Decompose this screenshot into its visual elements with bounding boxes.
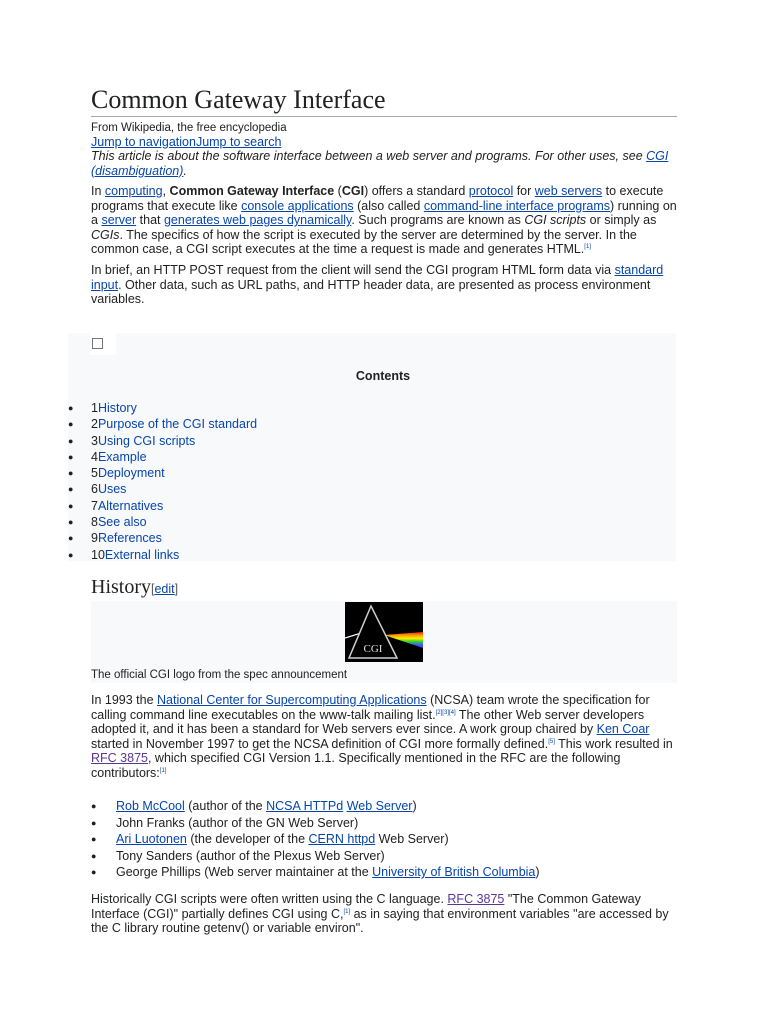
contributors-list (91, 799, 540, 882)
bullet-icon: ● (68, 549, 74, 560)
history-paragraph-2 (91, 886, 677, 936)
history-p1 (91, 693, 677, 781)
page-title: Common Gateway Interface (91, 84, 677, 117)
reference-5-link[interactable]: [5] (548, 738, 555, 745)
toc-link[interactable] (91, 482, 126, 496)
text: ) running on a (91, 198, 677, 228)
term-abbr: CGI (341, 184, 365, 198)
bullet-icon: ● (68, 517, 74, 528)
toc-label: History (97, 401, 137, 415)
list-item (91, 865, 540, 882)
toc-label: References (97, 531, 162, 546)
hatnote-end: . (183, 163, 187, 178)
text: to execute programs that execute like (91, 184, 664, 213)
bullet-icon: ● (68, 451, 74, 462)
toc-number: 8 (91, 515, 98, 530)
history-p2 (91, 892, 677, 936)
text: started in November 1997 to get the NCSA definition of CGI more formally defined. (91, 736, 549, 751)
bracket: ] (174, 582, 179, 596)
bullet-icon: ● (91, 850, 97, 861)
text: for (513, 184, 535, 198)
intro-paragraph-2 (91, 263, 677, 307)
cgi-logo-image[interactable] (345, 602, 423, 662)
rob-mccool-link[interactable]: Rob McCool (116, 799, 185, 813)
reference-1-link[interactable]: [1] (159, 767, 167, 774)
text: . Such programs are known as (351, 213, 525, 228)
dynamic-web-page-link[interactable]: generates web pages dynamically (163, 213, 352, 228)
toc-link[interactable] (91, 499, 163, 513)
figure-cgi-logo (91, 601, 677, 683)
text: , (162, 184, 170, 198)
logo-text: CGI (363, 643, 383, 655)
history-paragraph-1 (91, 693, 677, 781)
toc-label: Example (97, 449, 147, 464)
toc-link[interactable] (91, 515, 147, 529)
text: Tony Sanders (author of the Plexus Web Server) (116, 848, 385, 863)
ncsa-httpd-link[interactable]: NCSA HTTPd (266, 799, 344, 813)
toc-number: 3 (91, 433, 98, 448)
toc-label: Alternatives (97, 498, 164, 513)
hatnote-text: This article is about the software interface between a web server and programs. For other uses, see (91, 149, 647, 163)
toc-link[interactable] (91, 466, 165, 480)
reference-1-link[interactable]: [1] (584, 244, 591, 251)
standard-input-link[interactable]: standard input (91, 262, 664, 292)
text: In 1993 the (91, 693, 158, 707)
toc-item (68, 416, 257, 432)
edit-section (151, 582, 178, 596)
list-item (91, 799, 540, 816)
text: ) (412, 799, 417, 813)
toc-toggle-checkbox[interactable] (92, 338, 103, 349)
web-server-link[interactable]: Web Server (346, 799, 413, 813)
bullet-icon: ● (68, 533, 74, 544)
term-italic: CGI scripts (524, 213, 587, 228)
term-name: Common Gateway Interface (169, 184, 335, 198)
toc-item (68, 498, 257, 514)
jump-to-navigation-link[interactable]: Jump to navigation (91, 135, 196, 149)
toc-item (68, 400, 257, 416)
toc-item (68, 465, 257, 481)
text: (NCSA) team wrote the specification for calling command line executables on the www-talk mailing list. (91, 693, 650, 722)
text: ( (334, 184, 342, 198)
toc-link[interactable] (91, 548, 179, 562)
toc-number: 1 (91, 401, 98, 415)
term-italic: CGIs (91, 227, 120, 242)
toc-item (68, 481, 257, 497)
toc-number: 9 (91, 531, 98, 546)
toc-link[interactable] (91, 417, 257, 431)
toc-number: 10 (91, 547, 105, 562)
toc-label: See also (97, 515, 147, 530)
text: (also called (353, 198, 424, 213)
jump-to-search-link[interactable]: Jump to search (195, 135, 282, 149)
reference-2-4-link[interactable]: [2][3][4] (435, 709, 456, 716)
bullet-icon: ● (91, 817, 97, 828)
text: John Franks (author of the GN Web Server) (116, 815, 359, 830)
hatnote (91, 149, 677, 178)
bullet-icon: ● (68, 419, 74, 430)
bullet-icon: ● (68, 484, 74, 495)
toc-link[interactable] (91, 434, 195, 448)
reference-mark (436, 709, 456, 715)
toc-number: 7 (91, 498, 98, 513)
jump-links (91, 135, 677, 149)
text: (the developer of the (186, 832, 309, 846)
command-line-interface-link[interactable]: command-line interface programs (423, 198, 611, 213)
toc-label: Deployment (97, 466, 165, 481)
bullet-icon: ● (68, 500, 74, 511)
disambiguation-link[interactable]: CGI (disambiguation) (91, 149, 669, 178)
toc-number: 6 (91, 482, 98, 497)
toc-title: Contents (355, 369, 411, 383)
toc-number: 2 (91, 417, 98, 432)
bracket: [ (151, 582, 155, 596)
toc-number: 5 (91, 466, 98, 481)
section-title: History (91, 576, 151, 598)
article-header (91, 84, 677, 307)
text: Web Server) (375, 832, 449, 846)
prism-logo-icon (345, 602, 423, 662)
bullet-icon: ● (68, 468, 74, 479)
bullet-icon: ● (91, 834, 97, 844)
text: (author of the (184, 799, 267, 813)
edit-section-link[interactable]: edit (154, 582, 175, 596)
list-item (91, 816, 540, 833)
toc-label: Purpose of the CGI standard (97, 417, 258, 432)
text: In brief, an HTTP POST request from the client will send the CGI program HTML form data via (91, 262, 615, 277)
toc-label: External links (104, 547, 180, 562)
ari-luotonen-link[interactable]: Ari Luotonen (116, 832, 187, 846)
table-of-contents (68, 333, 676, 561)
bullet-icon: ● (68, 435, 74, 446)
console-applications-link[interactable]: console applications (241, 198, 354, 213)
text: ) (535, 865, 540, 879)
list-item (91, 832, 540, 849)
reference-mark (548, 739, 555, 745)
text: that (136, 213, 164, 228)
figure-caption: The official CGI logo from the spec announcement (91, 669, 348, 681)
toc-number: 4 (91, 449, 98, 464)
text: . The specifics of how the script is executed by the server are determined by the server. In the common case, a CGI script executes at the time a request is made and generates HTML. (91, 227, 637, 257)
ubc-link[interactable]: University of British Columbia (372, 865, 536, 879)
text: The other Web server developers adopted it, and it has been a standard for Web servers ever since. A work group chaired by (91, 707, 645, 737)
toc-item (68, 449, 257, 465)
toc-link[interactable] (91, 450, 147, 464)
web-servers-link[interactable]: web servers (534, 184, 603, 198)
toc-link[interactable] (91, 531, 162, 545)
text: In (91, 184, 105, 198)
text: , which specified CGI Version 1.1. Specifically mentioned in the RFC are the following contributors: (91, 751, 621, 780)
cern-httpd-link[interactable]: CERN httpd (308, 832, 376, 846)
protocol-link[interactable]: protocol (468, 184, 514, 198)
ken-coar-link[interactable]: Ken Coar (596, 722, 650, 737)
bullet-icon: ● (91, 801, 97, 811)
toc-item (68, 547, 257, 563)
toc-item (68, 530, 257, 546)
server-link[interactable]: server (101, 213, 137, 228)
tagline: From Wikipedia, the free encyclopedia (91, 122, 287, 134)
toc-item (68, 433, 257, 449)
bullet-icon: ● (68, 403, 74, 413)
reference-1-link[interactable]: [1] (343, 908, 351, 915)
bullet-icon: ● (91, 867, 97, 877)
reference-mark (584, 244, 591, 250)
intro-paragraph-1 (91, 184, 677, 257)
rfc-3875-link[interactable]: RFC 3875 (447, 892, 505, 906)
toc-label: Uses (97, 482, 127, 497)
text: This work resulted in (554, 736, 673, 751)
computing-link[interactable]: computing (104, 184, 163, 198)
rfc-3875-link[interactable]: RFC 3875 (91, 751, 148, 766)
toc-label: Using CGI scripts (97, 433, 196, 448)
toc-list (68, 400, 257, 563)
text: George Phillips (Web server maintainer at the (116, 865, 373, 879)
text: "The Common Gateway Interface (CGI)" partially defines CGI using C, (91, 892, 641, 921)
toc-item (68, 514, 257, 530)
text: ) offers a standard (364, 184, 469, 198)
text: or simply as (586, 213, 657, 228)
toc-link[interactable] (91, 401, 137, 415)
list-item (91, 849, 540, 866)
text: . Other data, such as URL paths, and HTTP header data, are presented as process environment variables. (91, 277, 651, 307)
section-heading-history (91, 575, 677, 602)
reference-mark (160, 768, 167, 774)
text: as in saying that environment variables "are accessed by the C library routine getenv() or variable environ". (91, 906, 669, 936)
ncsa-link[interactable]: National Center for Supercomputing Applications (157, 693, 427, 707)
text: Historically CGI scripts were often written using the C language. (91, 892, 448, 906)
